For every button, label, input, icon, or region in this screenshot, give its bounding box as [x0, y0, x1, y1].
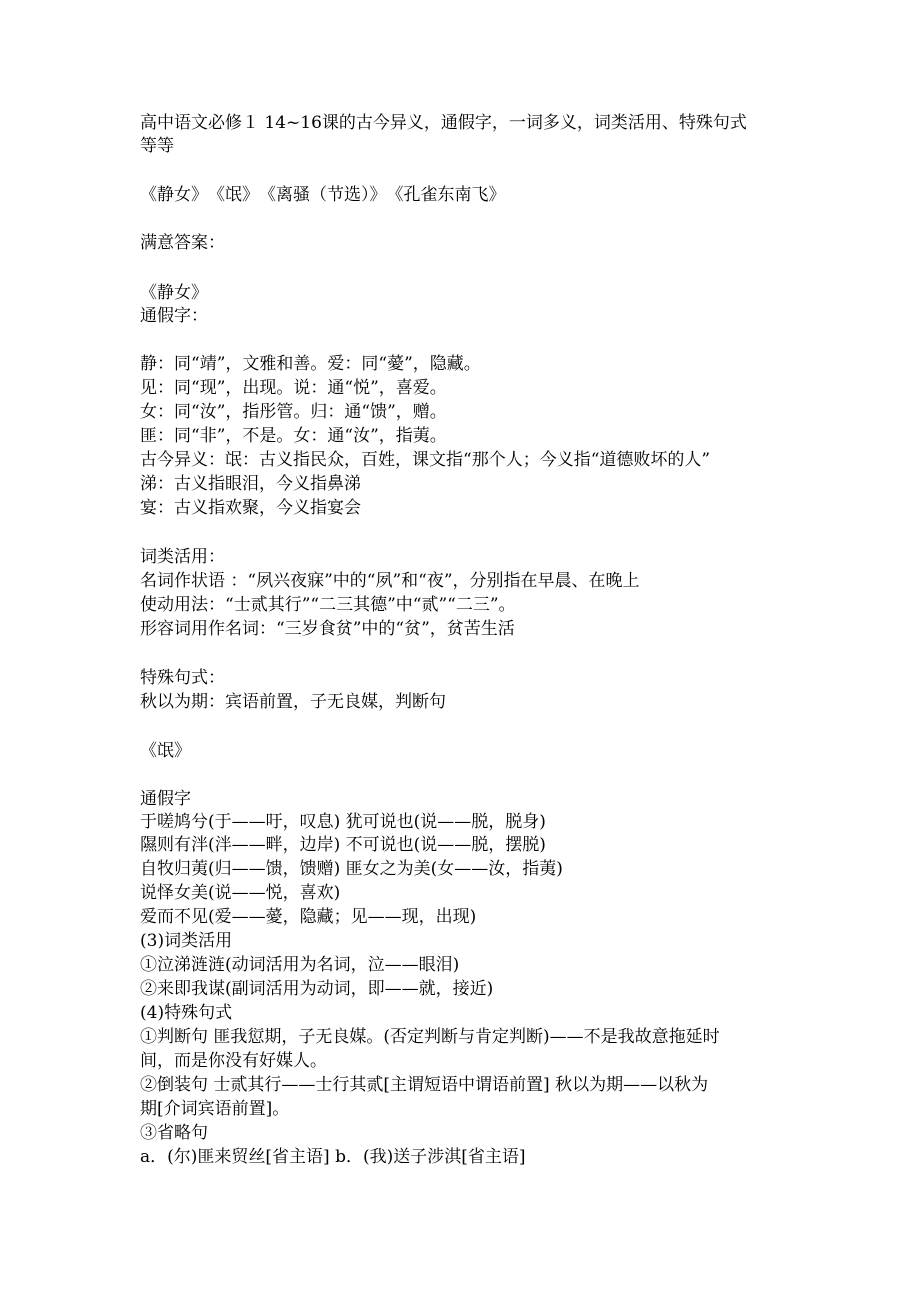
- mang-line: ①泣涕涟涟(动词活用为名词，泣——眼泪): [140, 955, 460, 975]
- jingnv-cilei-line: 形容词用作名词：“三岁食贫”中的“贫”，贫苦生活: [140, 619, 515, 639]
- answer-heading: 满意答案：: [140, 233, 225, 253]
- jingnv-line: 涕：古义指眼泪，今义指鼻涕: [140, 474, 361, 494]
- mang-line: 说怿女美(说——悦，喜欢): [140, 883, 341, 903]
- document-title-line-2: 等等: [140, 136, 174, 156]
- mang-line: (3)词类活用: [140, 931, 233, 951]
- jingnv-cilei-line: 名词作状语 ：“夙兴夜寐”中的“夙”和“夜”，分别指在早晨、在晚上: [140, 571, 640, 591]
- mang-line: 于嗟鸠兮(于——吁，叹息) 犹可说也(说——脱，脱身): [140, 812, 546, 832]
- mang-line: a．(尔)匪来贸丝[省主语] b．(我)送子涉淇[省主语]: [140, 1147, 526, 1167]
- document-title-line-1: 高中语文必修１ 14~16课的古今异义，通假字，一词多义，词类活用、特殊句式: [140, 113, 747, 133]
- jingnv-line: 匪：同“非”，不是。女：通“汝”，指荑。: [140, 426, 447, 446]
- mang-line: ②倒装句 士贰其行——士行其贰[主谓短语中谓语前置] 秋以为期——以秋为: [140, 1075, 709, 1095]
- mang-line: ③省略句: [140, 1123, 208, 1143]
- jingnv-cilei-label: 词类活用：: [140, 547, 225, 567]
- mang-line: 通假字: [140, 789, 191, 809]
- jingnv-line: 古今异义：氓：古义指民众，百姓，课文指“那个人；今义指“道德败坏的人”: [140, 450, 711, 470]
- mang-line: 隰则有泮(泮——畔，边岸) 不可说也(说——脱，摆脱): [140, 835, 546, 855]
- works-list: 《静女》 《氓》 《离骚（节选）》 《孔雀东南飞》: [140, 185, 506, 205]
- mang-line: 自牧归荑(归——馈，馈赠) 匪女之为美(女——汝，指荑): [140, 859, 563, 879]
- mang-line: ②来即我谋(副词活用为动词，即——就，接近): [140, 979, 494, 999]
- jingnv-line: 女：同“汝”，指彤管。归：通“馈”，赠。: [140, 402, 447, 422]
- jingnv-cilei-line: 使动用法：“士贰其行”“二三其德”中“贰”“二三”。: [140, 595, 516, 615]
- mang-line: 期[介词宾语前置]。: [140, 1099, 290, 1119]
- jingnv-heading: 《静女》: [140, 283, 208, 303]
- mang-line: 间，而是你没有好媒人。: [140, 1051, 327, 1071]
- mang-line: 爱而不见(爱——薆，隐藏；见——现，出现): [140, 907, 477, 927]
- jingnv-tongjia-label: 通假字：: [140, 306, 208, 326]
- jingnv-teshu-label: 特殊句式：: [140, 668, 225, 688]
- jingnv-line: 宴：古义指欢聚，今义指宴会: [140, 498, 361, 518]
- mang-line: ①判断句 匪我愆期，子无良媒。(否定判断与肯定判断)——不是我故意拖延时: [140, 1027, 720, 1047]
- jingnv-teshu-line: 秋以为期：宾语前置，子无良媒，判断句: [140, 692, 446, 712]
- mang-heading: 《氓》: [140, 741, 191, 761]
- mang-line: (4)特殊句式: [140, 1003, 233, 1023]
- jingnv-line: 见：同“现”，出现。说：通“悦”，喜爱。: [140, 378, 447, 398]
- jingnv-line: 静：同“靖”，文雅和善。爱：同“薆”，隐藏。: [140, 354, 481, 374]
